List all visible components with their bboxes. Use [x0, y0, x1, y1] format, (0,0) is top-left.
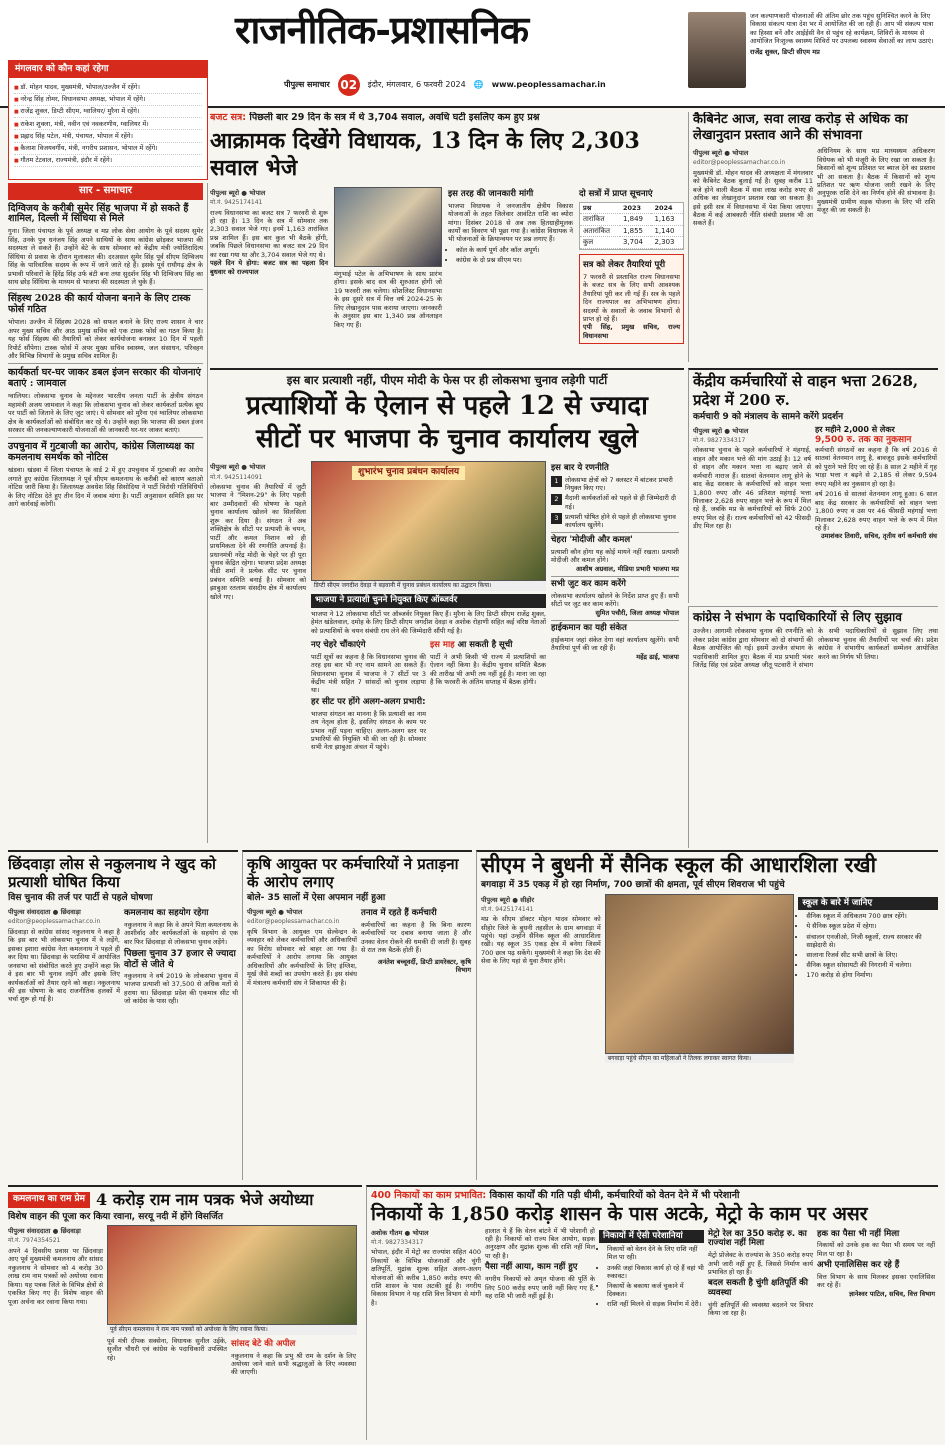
brief-headline[interactable]: उपचुनाव में गुटबाजी का आरोप, कांग्रेस जिलाध्यक्ष का कमलनाथ समर्थक को नोटिस — [8, 441, 195, 464]
brief-text: ग्वालियर। लोकसभा चुनाव के मद्देनजर भारतीय जनता पार्टी के क्षेत्रीय संगठन महामंत्री अजय जामवाल ने कहा कि लोकसभा चुनाव को लेकर कार्यकर्ता प्रत्येक बूथ पर पार्टी को जिताने के लिए जुट जाएं। ये सोमवार को मुरैना एवं ग्वालियर लोकसभा क्षेत्र के कार्यकर्ताओं को संबोधित कर रहे थे। उन्होंने कहा कि भाजपा की डबल इंजन सरकार की जनकल्याणकारी योजनाओं की जानकारी घर-घर जाकर बताएं। — [8, 392, 203, 435]
story-text: हालात ये हैं कि वेतन बांटने में भी परेशानी हो रही है। निकायों को राज्य बिल आयोग, सड़क अनुरक्षण और मुद्रांक शुल्क की राशि नहीं मिल पा रही है। — [485, 1226, 595, 1260]
photo-caption: बगवाड़ा पहुंचे सीएम का महिलाओं ने तिलक लगाकर स्वागत किया। — [605, 1054, 795, 1064]
schedule-list — [9, 78, 207, 170]
strategy-item — [551, 494, 679, 510]
byline: पीपुल्स ब्यूरो ● भोपाल — [693, 426, 749, 435]
page-number: 02 — [338, 74, 360, 96]
brief-headline[interactable]: दिग्विजय के करीबी सुमेर सिंह भाजपा में हो सकते हैं शामिल, दिल्ली में सिंधिया से मिले — [8, 202, 189, 225]
comp-title: बदल सकती है चुंगी क्षतिपूर्ति की व्यवस्था — [708, 1278, 808, 1299]
budget-subhead — [210, 112, 684, 124]
story-text: लोकसभा चुनाव की तैयारियों में जुटी भाजपा ने "मिशन-29" के लिए पहली बार उम्मीदवारों की घोषणा के पहले चुनाव कार्यालय खोलने का सिलसिला शुरू कर दिया है। संगठन ने अब शक्तिक्षेत्र के सीटों पर प्रत्याशी के चयन, पार्टी और कमल निशान को ही प्राथमिकता देने की रणनीति अपनाई है। प्रधानमंत्री नरेंद्र मोदी के चेहरे पर ही पूरा चुनाव केंद्रित रहेगा। भाजपा प्रदेश अध्यक्ष वीडी शर्मा ने प्रत्येक सीट पर चुनाव प्रबंधन समिति बनाई है। सोमवार को झाबुआ रतलाम संसदीय क्षेत्र में कार्यालय खोले गए। — [210, 483, 306, 601]
observer-text: भाजपा ने 12 लोकसभा सीटों पर ऑब्जर्वर नियुक्त किए हैं। मुरैना के लिए डिप्टी सीएम राजेंद्र शुक्ल, हेमंत खंडेलवाल, दमोह के लिए डिप्टी सीएम जगदीश देवड़ा व अशोक रोहाणी सहित कई वरिष्ठ नेताओं को प्रत्याशियों के चयन संबंधी राय लेने की जिम्मेदारी सौंपी गई है। — [311, 609, 546, 635]
stats-cell: अतारांकित — [580, 225, 620, 237]
all-author: सुमित पचौरी, जिला अध्यक्ष भोपाल — [595, 608, 679, 617]
info-text: भाजपा विधायक ने जनजातीय क्षेत्रीय विकास योजनाओं के तहत जिलेवार आवंटित राशि का ब्योरा मांगा। दिसंबर 2018 से अब तक हितग्राहीमूलक कार्यों का विवरण भी पूछा गया है। कांग्रेस विधायक ने भी योजनाओं के क्रियान्वयन पर प्रश्न लगाए हैं। — [448, 201, 573, 244]
bodies-subhead-text: विकास कार्यों की गति पड़ी धीमी, कर्मचारियों को वेतन देने में भी परेशानी — [489, 1190, 740, 1201]
deputy-cm-quote — [688, 12, 935, 104]
gov-quote — [579, 254, 684, 344]
story-text: कृषि विभाग के आयुक्त एम सेल्वेन्द्रन के व्यवहार को लेकर कर्मचारियों और अधिकारियों का विरोध सोमवार को बाहर आ गया है। कर्मचारियों ने आरोप लगाया कि आयुक्त अधिकारियों और कर्मचारियों के लिए इंग्लिश, मूर्ख जैसे शब्दों का उपयोग करते हैं। इस संबंध में मंत्रालय कर्मचारी संघ ने शिकायत की है। — [247, 927, 357, 987]
reporter-phone: मो.नं. 9827334317 — [371, 1238, 424, 1246]
schedule-heading: मंगलवार को कौन कहां रहेगा — [9, 61, 207, 78]
all-title: सभी जुट कर काम करेंगे — [551, 578, 626, 589]
ram-label: कमलनाथ का राम प्रेम — [8, 1192, 90, 1207]
reporter-email: editor@peoplessamachar.co.in — [8, 918, 101, 926]
reporter-phone: मो.नं. 9425114091 — [210, 473, 263, 481]
trouble-title: निकायों में ऐसी परेशानियां — [599, 1230, 704, 1244]
ram-subhead: विशेष वाहन की पूजा कर किया रवाना, सरयू नदी में होंगे विसर्जित — [8, 1212, 223, 1222]
portrait-photo — [688, 12, 746, 88]
about-item: • सैनिक स्कूल सोसायटी की निगरानी में चलेगा। — [806, 961, 938, 969]
story-text: नगरीय निकायों को अमृत योजना की पूर्ति के लिए 500 करोड़ रुपए जारी नहीं किए गए हैं, यह राशि भी जारी नहीं हुई है। — [485, 1275, 595, 1300]
trouble-item: • निकायों के बकाया कर्ज चुकाने में दिक्कत। — [607, 1282, 704, 1298]
schedule-item: ■ प्रह्लाद सिंह पटेल, मंत्री, पंचायत, भोपाल में रहेंगे। — [14, 130, 202, 142]
chhindwara-subhead: विस चुनाव की तर्ज पर पार्टी से पहले घोषणा — [8, 893, 153, 903]
info-box — [448, 187, 573, 362]
school-story — [476, 850, 938, 1180]
agri-headline[interactable]: कृषि आयुक्त पर कर्मचारियों ने प्रताड़ना के आरोप लगाए — [247, 855, 459, 891]
bodies-story — [366, 1185, 938, 1440]
stats-row — [580, 225, 683, 237]
stats-title: दो सत्रों में प्राप्त सूचनाएं — [579, 188, 653, 199]
stats-table — [580, 203, 683, 249]
byline: पीपुल्स ब्यूरो ● सीहोर — [481, 895, 535, 904]
school-headline[interactable]: सीएम ने बुधनी में सैनिक स्कूल की आधारशिला रखी — [481, 852, 877, 877]
trouble-item: • निकायों को वेतन देने के लिए राशि नहीं मिल पा रही। — [607, 1245, 704, 1261]
stats-row — [580, 213, 683, 225]
dateline: इंदौर, मंगलवार, 6 फरवरी 2024 — [367, 80, 466, 89]
face-text: प्रत्याशी कौन होगा यह कोई मायने नहीं रखता। प्रत्याशी मोदीजी और कमल होंगे। — [551, 547, 679, 565]
trouble-item: • उनकी जहां विकास कार्य हो रहे हैं वहां भी रुकावट। — [607, 1264, 704, 1280]
incharge-text: भाजपा संगठन का मानना है कि प्रत्याशी का नाम तय नेतृत्व होता है, इसलिए संगठन के काम पर प्रभाव नहीं पड़ना चाहिए। अलग-अलग स्तर पर प्रभारियों की नियुक्ति भी की जा रही है। सोमवार सभी नेता झाबुआ अंचल में पहुंचे। — [311, 709, 426, 752]
budget-col1 — [210, 187, 328, 362]
about-item: • 170 करोड़ से होगा निर्माण। — [806, 971, 938, 979]
incharge-title: हर सीट पर होंगे अलग-अलग प्रभारी: — [311, 696, 426, 707]
quote-text: जन कल्याणकारी योजनाओं की अंतिम छोर तक पहुंच सुनिश्चित करने के लिए विकास संकल्प यात्रा देश भर में आयोजित की जा रही है। आप भी संकल्प यात्रा का हिस्सा बनें और आईईसी वैन से पहुंच रहे कार्यक्रम, शिविरों के माध्यम से आयोजित निःशुल्क स्वास्थ्य शिविरों पर उपलब्ध स्वास्थ्य सेवाओं का लाभ उठाएं। — [750, 12, 934, 46]
schedule-item: ■ राकेश शुक्ला, मंत्री, नवीन एवं नवकरणीय, ग्वालियर में। — [14, 118, 202, 130]
schedule-item: ■ नरेन्द्र सिंह तोमर, विधानसभा अध्यक्ष, भोपाल में रहेंगे। — [14, 94, 202, 106]
cabinet-headline[interactable]: कैबिनेट आज, सवा लाख करोड़ से अधिक का लेखानुदान प्रस्ताव आने की संभावना — [693, 112, 908, 143]
quote-author: राजेंद्र शुक्ल, डिप्टी सीएम मप्र — [750, 47, 820, 56]
info-bullet: • कांग्रेस के दो प्रश्न सीएम पर। — [456, 256, 573, 264]
stats-box — [579, 187, 684, 362]
story-text: मुख्यमंत्री डॉ. मोहन यादव की अध्यक्षता में मंगलवार को कैबिनेट बैठक बुलाई गई है। सुबह करीब 11 बजे होने वाली बैठक में सवा लाख करोड़ रुपए से अधिक का लेखानुदान प्रस्ताव रखा जा सकता है। इसे इसी सत्र में विधानसभा में पेश किया जाएगा। बैठक में कई आबकारी नीति संबंधी प्रस्ताव भी आ सकते हैं। — [693, 168, 813, 228]
cm-welcome-photo — [605, 894, 795, 1054]
hc-author: महेंद्र ढाई, भाजपा — [636, 652, 679, 661]
item-number: 1 — [551, 476, 562, 487]
ram-story — [8, 1185, 362, 1440]
schedule-item: ■ राजेंद्र शुक्ल, डिप्टी सीएम, ग्वालियर/ मुरैना में रहेंगे। — [14, 106, 202, 118]
strategy-list — [551, 476, 679, 529]
budget-kicker: बजट सत्र: — [210, 112, 247, 123]
lead-strap: इस बार प्रत्याशी नहीं, पीएम मोदी के फेस पर ही लोकसभा चुनाव लड़ेगी पार्टी — [286, 373, 608, 387]
strategy-title: इस बार ये रणनीति — [551, 463, 609, 474]
brief-headline[interactable]: कार्यकर्ता घर-घर जाकर डबल इंजन सरकार की योजनाएं बताएं : जामवाल — [8, 367, 201, 390]
tension-title: तनाव में रहते हैं कर्मचारी — [361, 908, 437, 919]
stats-cell: 1,163 — [651, 213, 683, 225]
schedule-item: ■ गौतम टेटवाल, राज्यमंत्री, इंदौर में रहेंगे। — [14, 155, 202, 167]
month-text: पार्टी ने अभी किसी भी राज्य में प्रत्याशियों का ऐलान नहीं किया है। केंद्रीय चुनाव समिति बैठक की तारीख भी अभी तय नहीं हुई है। माना जा रहा है कि फरवरी के अंतिम सप्ताह में बैठक होगी। — [430, 652, 546, 687]
bodies-kicker: 400 निकायों का काम प्रभावित: — [371, 1190, 487, 1201]
bodies-subhead — [371, 1190, 938, 1202]
globe-icon: 🌐 — [473, 80, 484, 89]
hc-title: हाईकमान का यही संकेत — [551, 623, 627, 634]
loss-text: वर्ष 2016 से सातवां वेतनमान लागू हुआ। 6 साल बाद केंद्र सरकार के कर्मचारियों को वाहन भत्ता 1,800 रुपए व उस पर 46 फीसदी महंगाई भत्ता मिलाकर 2,628 रुपए वाहन भत्ते के रूप में मिल रहे हैं। — [815, 490, 937, 532]
month-label: इस माह — [430, 639, 455, 650]
byline: पीपुल्स ब्यूरो ● भोपाल — [210, 463, 266, 472]
paper-name: पीपुल्स समाचार — [284, 80, 330, 89]
info-title: इस तरह की जानकारी मांगी — [448, 188, 534, 199]
info-bullets — [448, 246, 573, 264]
story-text: भोपाल, इंदौर में मेट्रो का राज्यांश सहित 400 निकायों के विभिन्न योजनाओं और चुंगी क्षतिपूर्ति, मुद्रांक शुल्क सहित अलग-अलग योजनाओं की करीब 1,850 करोड़ रुपए की राशि शासन के पास अटकी हुई है। नगरीय विकास विभाग ने यह राशि वित्त विभाग से मांगी है। — [371, 1248, 481, 1307]
stats-cell: 2,303 — [651, 237, 683, 249]
page-title: राजनीतिक-प्रशासनिक — [235, 7, 529, 52]
reporter-phone: मो.नं. 9425174141 — [481, 905, 534, 913]
reporter-phone: मो.नं. 7974354521 — [8, 1237, 61, 1245]
school-subhead: बगवाड़ा में 35 एकड़ में हो रहा निर्माण, 700 छात्रों की क्षमता, पूर्व सीएम शिवराज भी पहुंचे — [481, 880, 785, 891]
briefs-heading: सार - समाचार — [8, 183, 203, 200]
byline: पीपुल्स संवाददाता ● छिंदवाड़ा — [8, 1227, 81, 1236]
ram-headline[interactable]: 4 करोड़ राम नाम पत्रक भेजे अयोध्या — [96, 1190, 314, 1209]
face-author: आशीष अग्रवाल, मीडिया प्रभारी भाजपा मप्र — [575, 564, 679, 573]
hc-text: हाईकमान जहां संकेत देगा वहां कार्यालय खुलेंगे। सभी तैयारियां पूर्ण की जा रही हैं। — [551, 635, 679, 653]
right2-text: वित्त विभाग के साथ मिलकर इसका एनालिसिस कर रहे हैं। — [817, 1272, 935, 1290]
cabinet-story — [688, 112, 938, 362]
story-text: लोकसभा चुनाव के पहले कर्मचारियों ने मंहगाई, वाहन और मकान भत्ते की मांग उठाई है। 12 वर्ष से वाहन और मकान भत्ता ना बढ़ाए जाने से कर्मचारी नाराज हैं। सातवां वेतनमान लागू होने के बाद केंद्र सरकार के कर्मचारियों को वाहन भत्ता 1,800 रुपए और 46 प्रतिशत महंगाई भत्ता मिलाकर 2,628 रुपए वाहन भत्ते के रूप में मिल रहे हैं, जबकि मप्र के कर्मचारियों को सिर्फ 200 रुपए मिल रहे हैं। राज्य कर्मचारियों को 42 फीसदी डीए मिल रहा है। — [693, 446, 811, 531]
reporter-phone: मो.नं. 9827334317 — [693, 436, 746, 444]
stats-cell: 3,704 — [620, 237, 652, 249]
brief-headline[interactable]: सिंहस्थ 2028 की कार्य योजना बनाने के लिए टास्क फोर्स गठित — [8, 293, 191, 316]
about-item: • सैनिक स्कूल में अधिकतम 700 छात्र रहेंगे। — [806, 912, 938, 920]
photo-banner-text: शुभारंभ चुनाव प्रबंधन कार्यालय — [352, 466, 465, 479]
brief-text: गुना। जिला पंचायत के पूर्व अध्यक्ष व मप्र लोक सेवा आयोग के पूर्व सदस्य सुमेर सिंह, उनके पुत्र धनंजय सिंह अपने साथियों के साथ कांग्रेस छोड़कर भाजपा की सदस्यता ले सकते हैं। उन्होंने बेटे के साथ सोमवार को केंद्रीय मंत्री ज्योतिरादित्य सिंधिया से प्रवास के दौरान मुलाकात की। दरअसल सुमेर सिंह पूर्व सीएम दिग्विजय सिंह के पारिवारिक सदस्य के रूप में जाने जाते रहे हैं। इसके पूर्व राघौगढ़ क्षेत्र के प्रभावी परिवारों के हिरेंद्र सिंह उर्फ बंटी बना तथा सुदर्शन सिंह भी दिग्विजय सिंह का साथ छोड़ सिंधिया के माध्यम से भाजपा की सदस्यता ले चुके हैं। — [8, 227, 203, 286]
agri-story — [242, 850, 472, 1180]
schedule-item: ■ डॉ. मोहन यादव, मुख्यमंत्री, भोपाल/उज्जैन में रहेंगे। — [14, 81, 202, 93]
byline: अशोक गौतम ● भोपाल — [371, 1228, 429, 1237]
support-text: नकुलनाथ ने कहा कि वे अपने पिता कमलनाथ के आशीर्वाद और कार्यकर्ताओं के सहयोग से एक बार फिर छिंदवाड़ा से लोकसभा चुनाव लड़ेंगे। — [124, 921, 238, 946]
chhindwara-headline[interactable]: छिंदवाड़ा लोस से नकुलनाथ ने खुद को प्रत्याशी घोषित किया — [8, 855, 216, 891]
comp-text: चुंगी क्षतिपूर्ति की व्यवस्था बदलने पर विचार किया जा रहा है। — [708, 1300, 813, 1318]
bodies-text3-title: पैसा नहीं आया, काम नहीं हुए — [485, 1262, 578, 1273]
lead-headline-2[interactable]: सीटों पर भाजपा के चुनाव कार्यालय खुले — [256, 423, 638, 454]
story-text: राज्य विधानसभा का बजट सत्र 7 फरवरी से शुरू हो रहा है। 13 दिन के सत्र में सोमवार तक 2,303 सवाल भेजे गए। इनमें 1,163 तारांकित प्रश्न शामिल हैं। इस बार कुल भी बैठकें होंगी, जबकि पिछले विधानसभा का बजट सत्र 29 दिन का रखा गया था और 3,704 सवाल भेजे गए थे। — [210, 208, 328, 259]
brief-text: खंडवा। खंडवा में जिला पंचायत के वार्ड 2 में हुए उपचुनाव में गुटबाजी का आरोप लगाते हुए कांग्रेस जिलाध्यक्ष ने पूर्व सीएम कमलनाथ के करीबी को कारण बताओ नोटिस जारी किया है। जिलाध्यक्ष अवधेश सिंह सिसोदिया ने पार्टी विरोधी गतिविधियों के लिए नोटिस देते हुए तीन दिन में जवाब मांगा है। पार्टी अनुशासन समिति इस पर आगे कार्रवाई करेगी। — [8, 466, 203, 509]
reporter-phone: मो.नं. 9425174141 — [210, 199, 263, 206]
byline: पीपुल्स ब्यूरो ● भोपाल — [247, 908, 303, 917]
brief-text: भोपाल। उज्जैन में सिंहस्थ 2028 को सफल बनाने के लिए राज्य शासन ने चार अपर मुख्य सचिव और आठ प्रमुख सचिव को एक टास्क फोर्स का गठन किया है। यह फोर्स सिंहस्थ की तैयारियों को लेकर कार्ययोजना बनाकर 10 दिन में पहली रिपोर्ट सौंपेगा। टास्क फोर्स में अपर मुख्य सचिव स्वास्थ्य, जल संसाधन, परिवहन और विभिन्न विभागों के प्रमुख सचिव शामिल हैं। — [8, 318, 203, 360]
schedule-item: ■ कैलाश विजयवर्गीय, मंत्री, नगरीय प्रशासन, भोपाल में रहेंगे। — [14, 143, 202, 155]
loss-title: 9,500 रु. तक का नुकसान — [815, 434, 912, 445]
budget-headline[interactable]: आक्रामक दिखेंगे विधायक, 13 दिन के लिए 2,303 सवाल भेजे — [210, 127, 640, 182]
reporter-email: editor@peoplessamachar.co.in — [693, 159, 786, 167]
byline: पीपुल्स संवाददाता ● छिंदवाड़ा — [8, 908, 81, 917]
story-text: अधिनियम के साथ मप्र माध्यस्थम अधिकरण विधेयक को भी मंजूरी के लिए रखा जा सकता है। किसानों को शून्य प्रतिशत पर ब्याज देने का प्रस्ताव भी आ सकता है। बैठक में किसानों को शून्य प्रतिशत पर ऋण योजना जारी रखने के लिए अनुपूरक राशि देने का निर्णय होने की संभावना है। मुख्यमंत्री ग्रामीण सड़क योजना के लिए भी राशि मंजूर की जा सकती है। — [817, 147, 935, 215]
observer-title: भाजपा ने प्रत्याशी चुनने नियुक्त किए ऑब्जर्वर — [311, 594, 546, 608]
ram-vehicle-photo — [107, 1225, 357, 1325]
story-text: मंगुभाई पटेल के अभिभाषण के साथ प्रारंभ होगा। इसके बाद सत्र की शुरुआत होगी जो 19 फरवरी तक चलेगा। सोशलिस्ट विधानसभा के इस दूसरे सत्र में वित्त वर्ष 2024-25 के लिए लेखानुदान पास कराया जाएगा। जानकारी के अनुसार इस बार 1,340 प्रश्न ऑनलाइन किए गए हैं। — [334, 269, 442, 329]
item-text: लोकसभा क्षेत्रों को 7 क्लस्टर में बांटकर प्रभारी नियुक्त किए गए। — [565, 476, 673, 493]
employees-headline[interactable]: केंद्रीय कर्मचारियों से वाहन भत्ता 2628, प्रदेश में 200 रु. — [693, 372, 919, 409]
stats-row — [580, 203, 683, 214]
tension-text: कर्मचारियों का कहना है कि बिना कारण कर्मचारियों पर दबाव बनाया जाता है और उनका वेतन रोकने की धमकी दी जाती है। सुबह से रात तक बैठकें होती हैं। — [361, 921, 471, 955]
byline: पीपुल्स ब्यूरो ● भोपाल — [693, 149, 749, 158]
reporter-email: editor@peoplessamachar.co.in — [247, 918, 340, 926]
agri-subhead: बोले- 35 सालों में ऐसा अपमान नहीं हुआ — [247, 893, 386, 903]
strategy-item — [551, 513, 679, 529]
new-faces-text: पार्टी सूत्रों का कहना है कि विधानसभा चुनाव की तरह इस बार भी नए नाम सामने आ सकते हैं। विधानसभा चुनाव में भाजपा ने 7 सीटों पर 3 केंद्रीय मंत्री सहित 7 सांसदों को चुनाव लड़ाया था। — [311, 652, 426, 695]
story-text: पूर्व मंत्री दीपक सक्सेना, विधायक सुनील उईके, सुजीत चौधरी एवं कांग्रेस के पदाधिकारी उपस्थित रहे। — [107, 1336, 227, 1362]
story-text: छिंदवाड़ा से कांग्रेस सांसद नकुलनाथ ने कहा है कि इस बार भी लोकसभा चुनाव में वे लड़ेंगे, इसका इशारा कांग्रेस नेता कमलनाथ ने पहले ही कर दिया था। छिंदवाड़ा के परासिया में आयोजित जनसभा को संबोधित करते हुए उन्होंने कहा कि वे इस बार भी चुनाव लड़ेंगे और इसके लिए कार्यकर्ताओं को तैयार रहने को कहा। नकुलनाथ की इस घोषणा के बाद राजनीतिक हलकों में चर्चा शुरू हो गई है। — [8, 927, 120, 1004]
budget-story — [210, 112, 684, 362]
loss-head: हर महीने 2,000 से लेकर — [815, 424, 895, 434]
byline: पीपुल्स ब्यूरो ● भोपाल — [210, 188, 266, 197]
all-text: लोकसभा कार्यालय खोलने के निर्देश प्राप्त हुए हैं। सभी सीटों पर जुट कर काम करेंगे। — [551, 591, 679, 609]
right-title: हक का पैसा भी नहीं मिला — [817, 1228, 900, 1239]
stats-cell: प्रश्न — [580, 203, 620, 214]
quote-label: सांसद बेटे की अपील — [231, 1338, 296, 1349]
employees-story — [688, 368, 938, 603]
stats-row — [580, 237, 683, 249]
budget-subhead-text: पिछली बार 29 दिन के सत्र में थे 3,704 सवाल, अवधि घटी इसलिए कम हुए प्रश्न — [249, 112, 540, 123]
loss-author: उमाशंकर तिवारी, सचिव, तृतीय वर्ग कर्मचारी संघ — [821, 532, 937, 541]
stats-cell: 1,849 — [620, 213, 652, 225]
support-title: कमलनाथ का सहयोग रहेगा — [124, 908, 209, 919]
story-text: मप्र के सीएम डॉक्टर मोहन यादव सोमवार को सीहोर जिले के बुधनी तहसील के ग्राम बगवाड़ा में पहुंचे। यहां उन्होंने सैनिक स्कूल की आधारशिला रखी। यह स्कूल 35 एकड़ क्षेत्र में बनेगा जिसमें 700 छात्र पढ़ सकेंगे। मुख्यमंत्री ने कहा कि देश की सेवा के लिए यहां से युवा तैयार होंगे। — [481, 915, 601, 966]
right-text: निकायों को उनके हक का पैसा भी समय पर नहीं मिल पा रहा है। — [817, 1241, 935, 1258]
story-text: उज्जैन। आगामी लोकसभा चुनाव की रणनीति को लेकर प्रदेश कांग्रेस द्वारा सोमवार को दो संभागों की बैठक आयोजित की गई। इसमें उज्जैन संभाग के पदाधिकारी शामिल हुए। बैठक में मप्र प्रभारी भंवर जितेंद्र सिंह एवं प्रदेश अध्यक्ष जीतू पटवारी ने संभाग के सभी पदाधिकारियों से सुझाव लिए तथा लोकसभा चुनाव की तैयारियों पर चर्चा की। प्रदेश कांग्रेस ने संभागीय कार्यकर्ता सम्मेलन आयोजित करने का निर्णय भी लिया। — [693, 627, 938, 670]
chhindwara-story — [8, 850, 238, 1180]
stats-cell: 2023 — [620, 203, 652, 214]
bodies-headline[interactable]: निकायों के 1,850 करोड़ शासन के पास अटके, मेट्रो के काम पर असर — [371, 1202, 868, 1225]
item-number: 3 — [551, 513, 562, 524]
quote-text: नकुलनाथ ने कहा कि प्रभु श्री राम के दर्शन के लिए अयोध्या जाने वाले सभी श्रद्धालुओं के लिए व्यवस्था की जाएगी। — [231, 1351, 356, 1377]
gov-title: सत्र को लेकर तैयारियां पूरी — [583, 260, 666, 271]
stats-cell: कुल — [580, 237, 620, 249]
lead-headline-1[interactable]: प्रत्याशियों के ऐलान से पहले 12 से ज्यादा — [246, 391, 648, 422]
assembly-building-photo — [334, 187, 442, 267]
metro-title: मेट्रो रेल का 350 करोड़ रु. का राज्यांश नहीं मिला — [708, 1228, 807, 1249]
strategy-item — [551, 476, 679, 492]
item-number: 2 — [551, 494, 562, 505]
congress-story — [688, 606, 938, 848]
prev-title: पिछला चुनाव 37 हजार से ज्यादा वोटों से जीते थे — [124, 949, 236, 970]
stats-cell: 2024 — [651, 203, 683, 214]
budget-col2 — [334, 187, 442, 362]
month-title: आ सकती है सूची — [457, 639, 513, 650]
story-text: पहले दिन ये होगा: बजट सत्र का पहला दिन बुधवार को राज्यपाल — [210, 259, 328, 276]
office-inauguration-photo — [311, 461, 546, 581]
agri-author: अनंतेश बच्चूवर्दी, डिप्टी डायरेक्टर, कृषि विभाग — [377, 957, 471, 975]
right-author: ज्ञानेश्वर पाटिल, सचिव, वित्त विभाग — [848, 1289, 935, 1298]
lead-story — [210, 368, 684, 848]
gov-author: एपी सिंह, प्रमुख सचिव, राज्य विधानसभा — [583, 323, 680, 340]
item-text: मैदानी कार्यकर्ताओं को पहले से ही जिम्मेदारी दी गई। — [565, 494, 676, 511]
item-text: प्रत्याशी घोषित होने से पहले ही लोकसभा चुनाव कार्यालय खुलेंगे। — [565, 512, 676, 529]
prev-text: नकुलनाथ ने वर्ष 2019 के लोकसभा चुनाव में भाजपा प्रत्याशी को 37,500 से अधिक मतों से हराया था। छिंदवाड़ा प्रदेश की एकमात्र सीट थी जो कांग्रेस के पास रही। — [124, 972, 238, 1006]
trouble-item: • राशि नहीं मिलने से सड़क निर्माण में देरी। — [607, 1300, 704, 1308]
about-list — [798, 912, 938, 979]
metro-text: मेट्रो प्रोजेक्ट के राज्यांश के 350 करोड़ रुपए अभी जारी नहीं हुए हैं, जिससे निर्माण कार्य प्रभावित हो रहा है। — [708, 1251, 813, 1276]
about-title: स्कूल के बारे में जानिए — [798, 897, 938, 911]
photo-caption: डिप्टी सीएम जगदीश देवड़ा ने बड़वानी में चुनाव प्रबंधन कार्यालय का उद्घाटन किया। — [311, 581, 546, 591]
about-item: • ये सैनिक स्कूल प्रदेश में रहेगा। — [806, 922, 938, 930]
right2-title: अभी एनालिसिस कर रहे हैं — [817, 1260, 900, 1271]
schedule-box — [8, 60, 208, 180]
website-link[interactable]: www.peoplessamachar.in — [491, 80, 606, 89]
stats-cell: 1,855 — [620, 225, 652, 237]
new-faces-title: नए चेहरे चौंकाएंगे — [311, 639, 366, 650]
gov-text: 7 फरवरी से प्रस्तावित राज्य विधानसभा के बजट सत्र के लिए सभी आवश्यक तैयारियां पूरी कर ली गई हैं। सत्र के पहले दिन राज्यपाल का अभिभाषण होगा। सदस्यों के सवालों के जवाब विभागों से प्राप्त हो रहे हैं। — [583, 272, 680, 323]
stats-cell: 1,140 — [651, 225, 683, 237]
info-bullet: • कॉल के कार्य पूर्ण और कॉल अपूर्ण। — [456, 246, 573, 254]
story-text: अपने 4 दिवसीय प्रवास पर छिंदवाड़ा आए पूर्व मुख्यमंत्री कमलनाथ और सांसद नकुलनाथ ने सोमवार को 4 करोड़ 30 लाख राम नाम पत्रकों को अयोध्या रवाना किया। यह पत्रक जिले के विभिन्न क्षेत्रों से एकत्रित किए गए हैं। विशेष वाहन की पूजा अर्चना कर रवाना किया गया। — [8, 1246, 103, 1306]
congress-headline[interactable]: कांग्रेस ने संभाग के पदाधिकारियों से लिए सुझाव — [693, 610, 902, 624]
trouble-list — [599, 1245, 704, 1308]
about-item: • सालाना रिजर्व सीट सभी छात्रों के लिए। — [806, 951, 938, 959]
employees-subhead: कर्मचारी 9 को मंत्रालय के सामने करेंगे प्रदर्शन — [693, 411, 844, 422]
date-bar — [284, 76, 679, 94]
stats-cell: तारांकित — [580, 213, 620, 225]
left-column — [8, 183, 208, 843]
loss-text: कर्मचारी संगठनों का कहना है कि वर्ष 2016 से सातवां वेतनमान लागू है, बावजूद इसके कर्मचारियों को पुराने भत्ते दिए जा रहे हैं। 8 साल 2 महीने में गृह भाड़ा भत्ता न बढ़ने से 2,185 से लेकर 9,594 रुपए महीने का नुकसान हो रहा है। — [815, 446, 937, 488]
about-item: • संचालन एनजीओ, निजी स्कूलों, राज्य सरकार की साझेदारी से। — [806, 933, 938, 949]
photo-caption: पूर्व सीएम कमलनाथ ने राम नाम पत्रकों को अयोध्या के लिए रवाना किया। — [107, 1325, 357, 1335]
face-title: चेहरा 'मोदीजी और कमल' — [551, 534, 633, 545]
